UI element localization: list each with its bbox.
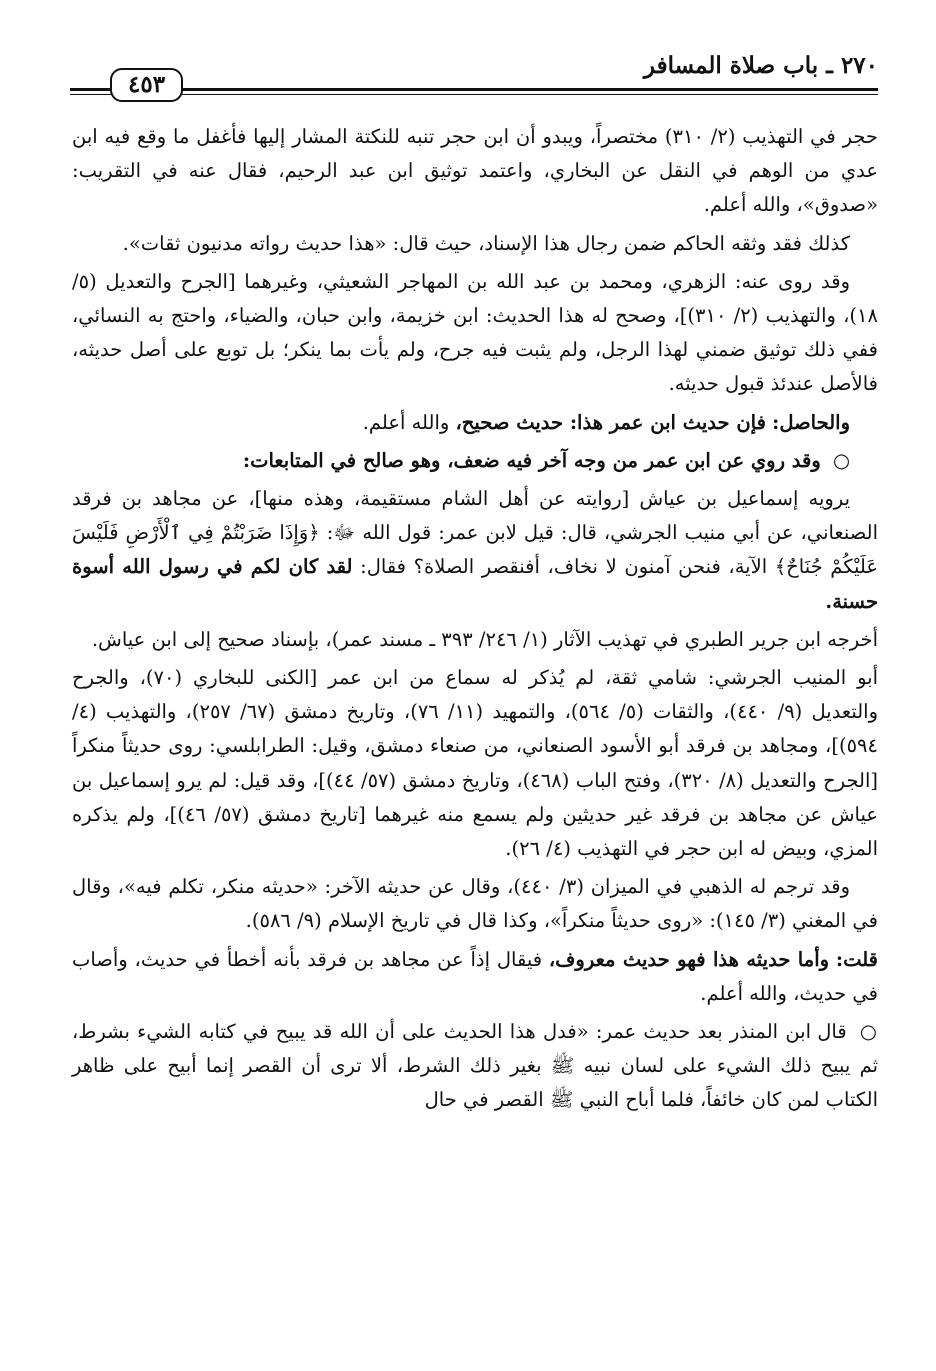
conclusion-label: والحاصل: [772,410,850,434]
opinion-paragraph [72,943,878,1011]
opinion-verdict: وأما حديثه هذا فهو حديث معروف، [548,947,830,971]
conclusion-verdict: فإن حديث ابن عمر هذا: حديث صحيح، [455,410,766,434]
paragraph: أبو المنيب الجرشي: شامي ثقة، لم يُذكر له سماع من ابن عمر [الكنى للبخاري (٧٠)، والجرح والتعديل (٩/ ٤٤٠)، والثقات (٥/ ٥٦٤)، والتمهيد (١١/ ٧٦)، وتاريخ دمشق (٦٧/ ٢٥٧)، والتهذيب (٤/ ٥٩٤)]، ومجاهد بن فرقد أبو الأسود الصنعاني، من صنعاء دمشق، وقيل: الطرابلسي: روى حديثاً منكراً [الجرح والتعديل (٨/ ٣٢٠)، وفتح الباب (٤٦٨)، وتاريخ دمشق (٥٧/ ٤٤)]، وقد قيل: لم يرو إسماعيل بن عياش عن مجاهد بن فرقد غير حديثين ولم يسمع منه غيرهما [تاريخ دمشق (٥٧/ ٤٦)]، ولم يذكره المزي، وبيض له ابن حجر في التهذيب (٤/ ٢٦). [72,666,879,861]
narration-text: يرويه إسماعيل بن عياش [روايته عن أهل الشام مستقيمة، وهذه منها]، عن مجاهد بن فرقد الصنعاني، عن أبي منيب الجرشي، قال: قيل لابن عمر: قول الله ﷻ: ﴿وَإِذَا ضَرَبْتُمْ فِي ٱلْأَرْضِ فَلَيْسَ عَلَيْكُمْ جُنَاحٌ﴾ الآية، فنحن آمنون لا نخاف، أفنقصر الصلاة؟ فقال: [72,487,878,579]
opinion-tail: فيقال إذاً عن مجاهد بن فرقد بأنه أخطأ في حديث، وأصاب في حديث، والله أعلم. [72,947,878,1005]
narration-paragraph [72,482,878,619]
section-heading [72,444,878,478]
conclusion-paragraph [72,406,878,440]
narration-quote: لقد كان لكم في رسول الله أسوة حسنة. [72,555,878,613]
header-rule-thin [70,94,878,95]
page-header [70,52,878,98]
header-rule-thick [70,88,878,91]
page-body [72,120,878,1122]
paragraph: أخرجه ابن جرير الطبري في تهذيب الآثار (١/ ٢٤٦/ ٣٩٣ ـ مسند عمر)، بإسناد صحيح إلى ابن عياش. [91,627,878,651]
conclusion-tail: والله أعلم. [362,410,450,434]
opinion-label: قلت: [835,947,878,971]
paragraph: وقد ترجم له الذهبي في الميزان (٣/ ٤٤٠)، وقال عن حديثه الآخر: «حديثه منكر، تكلم فيه»، وقال في المغني (٣/ ١٤٥): «روى حديثاً منكراً»، وكذا قال في تاريخ الإسلام (٩/ ٥٨٦). [72,875,878,933]
page-number-badge: ٤٥٣ [110,68,183,102]
section-heading-text: وقد روي عن ابن عمر من وجه آخر فيه ضعف، وهو صالح في المتابعات: [242,448,821,472]
bullet-icon: ○ [832,448,850,472]
paragraph: حجر في التهذيب (٢/ ٣١٠) مختصراً، ويبدو أن ابن حجر تنبه للنكتة المشار إليها فأغفل ما وقع فيه ابن عدي من الوهم في النقل عن البخاري، واعتمد توثيق ابن عبد الرحيم، فقال عنه في التقريب: «صدوق»، والله أعلم. [72,125,878,217]
paragraph: كذلك فقد وثقه الحاكم ضمن رجال هذا الإسناد، حيث قال: «هذا حديث رواته مدنيون ثقات». [122,231,850,255]
chapter-title: ٢٧٠ ـ باب صلاة المسافر [643,52,878,79]
bullet-icon: ○ [859,1020,879,1044]
closing-text: قال ابن المنذر بعد حديث عمر: «فدل هذا الحديث على أن الله قد يبيح في كتابه الشيء بشرط، ثم يبيح ذلك الشيء على لسان نبيه ﷺ بغير ذلك الشرط، ألا ترى أن القصر إنما أبيح على ظاهر الكتاب لمن كان خائفاً، فلما أباح النبي ﷺ القصر في حال [72,1020,878,1112]
closing-paragraph [72,1015,878,1118]
paragraph: وقد روى عنه: الزهري، ومحمد بن عبد الله بن المهاجر الشعيثي، وغيرهما [الجرح والتعديل (٥/ ١٨)، والتهذيب (٢/ ٣١٠)]، وصحح له هذا الحديث: ابن خزيمة، وابن حبان، والضياء، واحتج به النسائي، ففي ذلك توثيق ضمني لهذا الرجل، ولم يثبت فيه جرح، ولم يأت بما ينكر؛ بل توبع على أصل حديثه، فالأصل عندئذ قبول حديثه. [72,269,878,396]
